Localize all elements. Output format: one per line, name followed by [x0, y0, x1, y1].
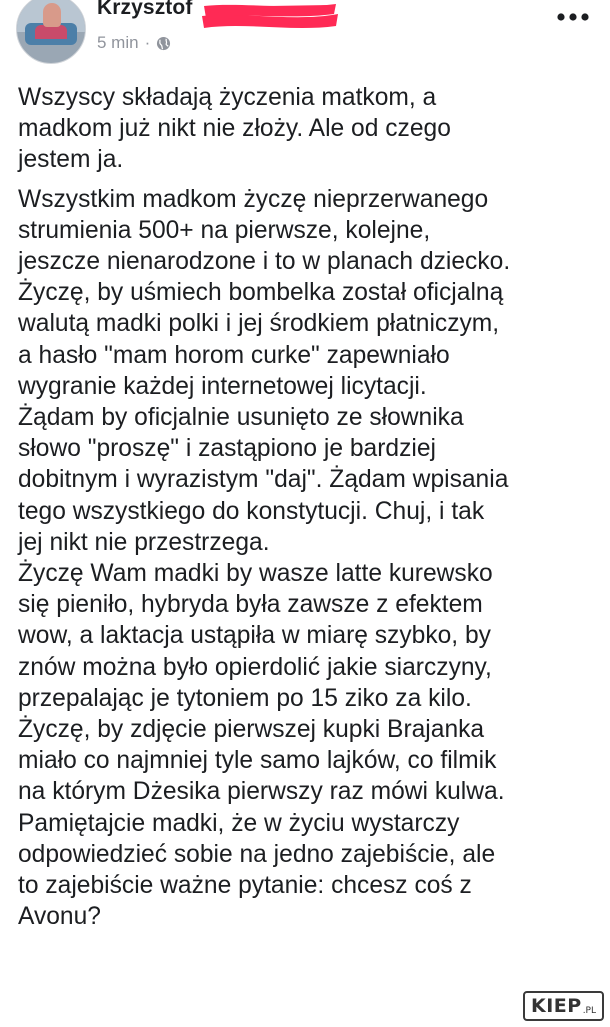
author-name[interactable]: Krzysztof	[97, 0, 193, 19]
globe-icon[interactable]	[156, 36, 171, 51]
redaction-scribble	[200, 0, 340, 34]
post-body	[18, 82, 603, 932]
avatar-shirt	[35, 25, 67, 39]
more-horizontal-icon[interactable]	[556, 10, 590, 24]
post-meta	[97, 33, 171, 53]
site-watermark	[523, 991, 604, 1021]
post-header	[0, 0, 610, 70]
post-intro-paragraph: Wszyscy składają życzenia matkom, a madkom już nikt nie złoży. Ale od czego jestem ja.	[18, 84, 451, 174]
avatar-face	[43, 3, 61, 27]
watermark-logo-suffix: .PL	[582, 1006, 596, 1016]
meta-separator: ·	[144, 33, 151, 52]
timestamp[interactable]: 5 min	[97, 33, 139, 52]
watermark-logo-text: KIEP	[530, 995, 582, 1017]
avatar[interactable]	[16, 0, 86, 64]
post-main-paragraph: Wszystkim madkom życzę nieprzerwanego strumienia 500+ na pierwsze, kolejne, jeszcze nienarodzone i to w planach dziecko. Życzę, by uśmiech bombelka został oficjalną walutą madki polki i jej środkiem płatniczym, a hasło "mam horom curke" zapewniało wygranie każdej internetowej licytacji. Żądam by oficjalnie usunięto ze słownika słowo "proszę" i zastąpiono je bardziej dobitnym i wyrazistym "daj". Żądam wpisania tego wszystkiego do konstytucji. Chuj, i tak jej nikt nie przestrzega. Życzę Wam madki by wasze latte kurewsko się pieniło, hybryda była zawsze z efektem wow, a laktacja ustąpiła w miarę szybko, by znów można było opierdolić jakie siarczyny, przepalając je tytoniem po 15 ziko za kilo. Życzę, by zdjęcie pierwszej kupki Brajanka miało co najmniej tyle samo lajków, co filmik na którym Dżesika pierwszy raz mówi kulwa. Pamiętajcie madki, że w życiu wystarczy odpowiedzieć sobie na jedno zajebiście, ale to zajebiście ważne pytanie: chcesz coś z Avonu?	[18, 185, 511, 931]
